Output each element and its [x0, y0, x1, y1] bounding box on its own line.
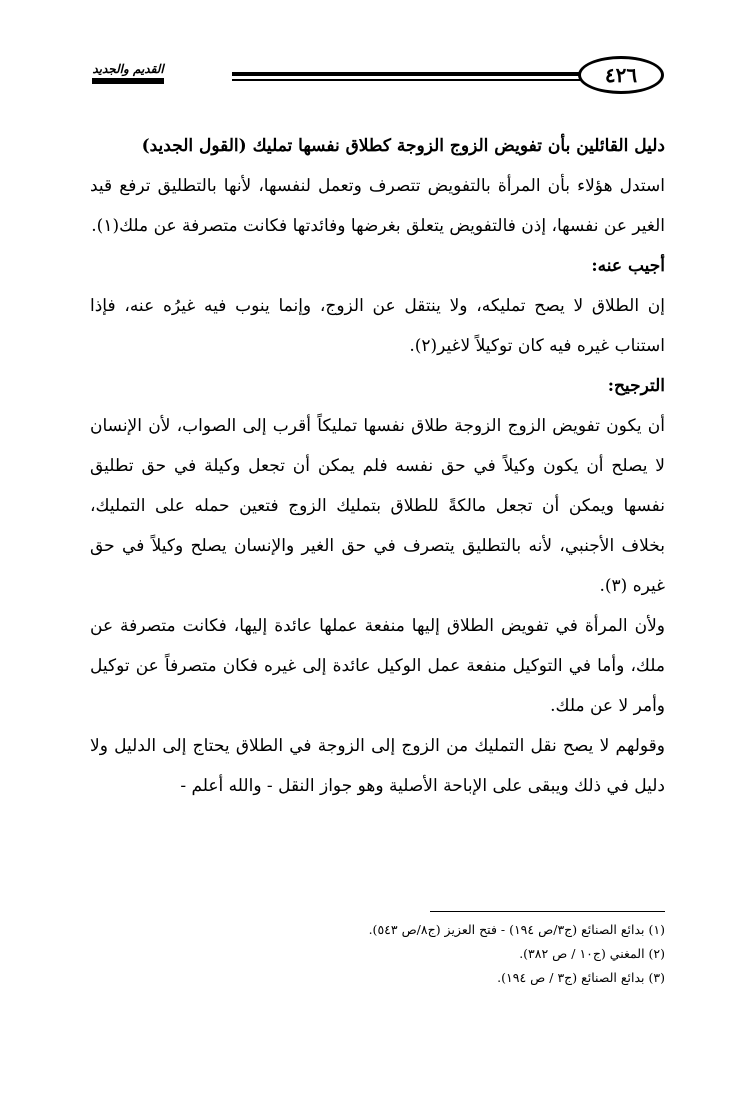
page-number: ٤٢٦ [578, 56, 664, 94]
footnote-3: (٣) بدائع الصنائع (ج٣ / ص ١٩٤). [497, 970, 665, 985]
page-body [90, 126, 665, 806]
answer-heading: أجيب عنه: [591, 256, 665, 276]
footnotes [200, 918, 665, 990]
paragraph-evidence: استدل هؤلاء بأن المرأة بالتفويض تتصرف وتعمل لنفسها، لأنها بالتطليق ترفع قيد الغير عن نفسها، إذن فالتفويض يتعلق بغرضها وفائدتها فكانت متصرفة عن ملك(١). [90, 176, 665, 236]
tarjih-heading: الترجيح: [607, 376, 665, 396]
footnote-1: (١) بدائع الصنائع (ج٣/ص ١٩٤) - فتح العزيز (ج٨/ص ٥٤٣). [368, 922, 665, 937]
running-title: القديم والجديد [92, 62, 164, 76]
paragraph-tarjih: أن يكون تفويض الزوج الزوجة طلاق نفسها تمليكاً أقرب إلى الصواب، لأن الإنسان لا يصلح أن يكون وكيلاً في حق نفسه فلم يمكن أن تجعل وكيلة في حق تطليق نفسها ويمكن أن تجعل مالكةً للطلاق بتمليك الزوج فتعين حمله على التمليك، بخلاف الأجنبي، لأنه بالتطليق يتصرف في حق الغير والإنسان يصلح وكيلاً في حق غيره (٣). [90, 416, 665, 596]
header-rule-thin [232, 79, 580, 81]
paragraph-answer: إن الطلاق لا يصح تمليكه، ولا ينتقل عن الزوج، وإنما ينوب فيه غيرُه عنه، فإذا استناب غيره فيه كان توكيلاً لاغير(٢). [90, 296, 665, 356]
section-heading: دليل القائلين بأن تفويض الزوج الزوجة كطلاق نفسها تمليك (القول الجديد) [141, 136, 665, 156]
footnote-separator [430, 911, 665, 912]
paragraph-conclusion: وقولهم لا يصح نقل التمليك من الزوج إلى الزوجة في الطلاق يحتاج إلى الدليل ولا دليل في ذلك ويبقى على الإباحة الأصلية وهو جواز النقل - والله أعلم - [90, 736, 665, 796]
header-rule-thick [232, 72, 580, 76]
footnote-2: (٢) المغني (ج١٠ / ص ٣٨٢). [519, 946, 665, 961]
paragraph-reason: ولأن المرأة في تفويض الطلاق إليها منفعة عملها عائدة إليها، فكانت متصرفة عن ملك، وأما في التوكيل منفعة عمل الوكيل عائدة إلى غيره فكان متصرفاً عن توكيل وأمر لا عن ملك. [90, 616, 665, 716]
header-bar [92, 78, 164, 84]
